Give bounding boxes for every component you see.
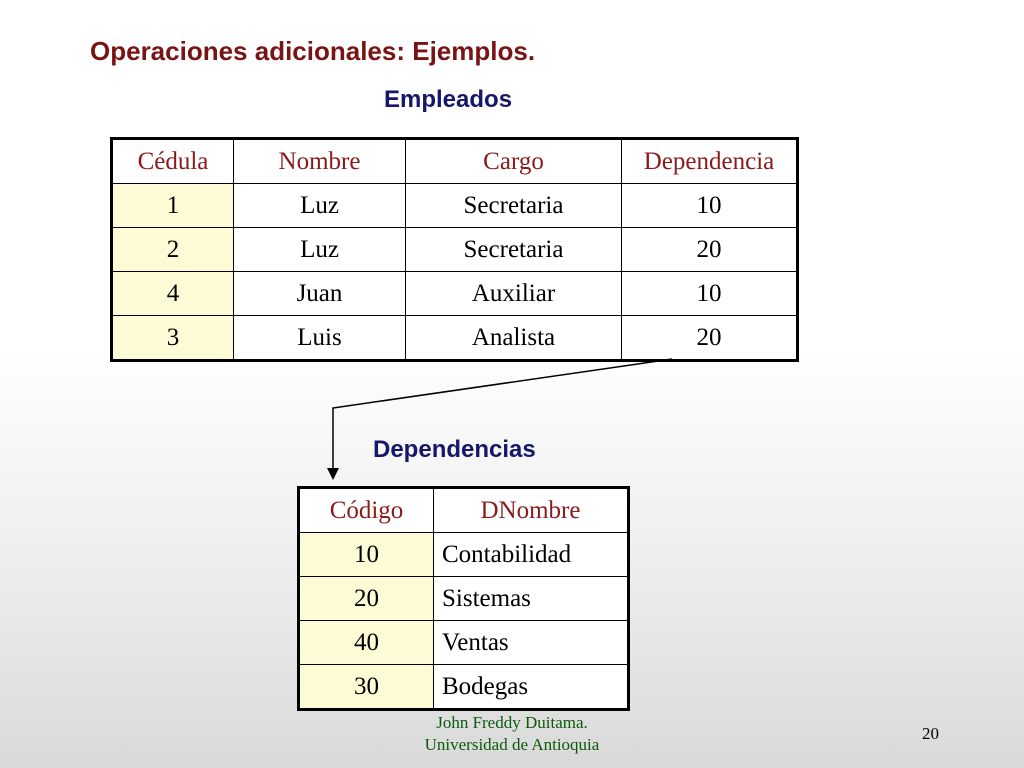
cell-cargo: Secretaria <box>406 184 622 228</box>
cell-dependencia: 20 <box>622 228 798 272</box>
cell-cedula: 1 <box>112 184 234 228</box>
column-header-cargo: Cargo <box>406 139 622 184</box>
cell-codigo: 20 <box>299 577 434 621</box>
cell-cargo: Secretaria <box>406 228 622 272</box>
cell-nombre: Luz <box>234 184 406 228</box>
cell-dnombre: Ventas <box>434 621 629 665</box>
cell-codigo: 10 <box>299 533 434 577</box>
cell-cargo: Analista <box>406 316 622 361</box>
page-number: 20 <box>922 724 939 743</box>
column-header-codigo: Código <box>299 488 434 533</box>
table-row <box>299 533 629 577</box>
cell-dependencia: 20 <box>622 316 798 361</box>
cell-codigo: 40 <box>299 621 434 665</box>
cell-cedula: 3 <box>112 316 234 361</box>
dependencias-table <box>297 486 630 711</box>
table-row <box>299 665 629 710</box>
cell-cargo: Auxiliar <box>406 272 622 316</box>
cell-cedula: 4 <box>112 272 234 316</box>
table-header-row <box>299 488 629 533</box>
cell-codigo: 30 <box>299 665 434 710</box>
cell-cedula: 2 <box>112 228 234 272</box>
table-row <box>299 621 629 665</box>
footer-author-block <box>400 712 624 756</box>
cell-nombre: Luz <box>234 228 406 272</box>
dependencias-caption: Dependencias <box>373 436 536 463</box>
footer-institution: Universidad de Antioquia <box>424 735 600 754</box>
table-row <box>299 577 629 621</box>
footer-author: John Freddy Duitama. <box>436 713 588 732</box>
cell-dependencia: 10 <box>622 272 798 316</box>
column-header-dependencia: Dependencia <box>622 139 798 184</box>
column-header-dnombre: DNombre <box>434 488 629 533</box>
cell-dnombre: Bodegas <box>434 665 629 710</box>
cell-nombre: Juan <box>234 272 406 316</box>
column-header-nombre: Nombre <box>234 139 406 184</box>
cell-dependencia: 10 <box>622 184 798 228</box>
slide-title: Operaciones adicionales: Ejemplos. <box>90 36 536 66</box>
empleados-caption: Empleados <box>384 86 513 113</box>
cell-dnombre: Contabilidad <box>434 533 629 577</box>
column-header-cedula: Cédula <box>112 139 234 184</box>
cell-dnombre: Sistemas <box>434 577 629 621</box>
cell-nombre: Luis <box>234 316 406 361</box>
